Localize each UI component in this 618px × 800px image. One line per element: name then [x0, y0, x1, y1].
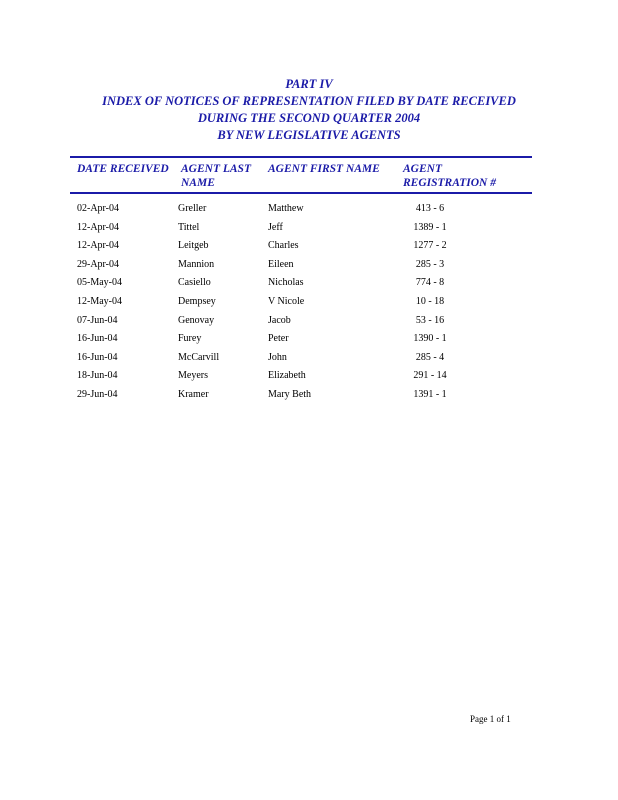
cell-date: 29-Jun-04 [77, 388, 118, 400]
cell-first-name: Mary Beth [268, 388, 312, 400]
header-bottom-rule [70, 192, 532, 194]
cell-last-name: McCarvill [178, 351, 220, 363]
table-body [0, 200, 618, 405]
cell-last-name: Mannion [178, 258, 215, 270]
cell-last-name: Kramer [178, 388, 209, 400]
cell-first-name: Matthew [268, 203, 304, 214]
cell-date: 16-Jun-04 [77, 333, 118, 345]
cell-registration: 774 - 8 [415, 277, 445, 289]
cell-date: 12-Apr-04 [77, 240, 120, 252]
cell-date: 12-May-04 [77, 295, 122, 307]
table-row [0, 219, 618, 238]
table-row [0, 293, 618, 312]
table-row [0, 330, 618, 349]
cell-date: 12-Apr-04 [77, 221, 120, 233]
cell-first-name: Nicholas [268, 277, 304, 289]
cell-registration: 285 - 4 [415, 351, 445, 363]
cell-first-name: Eileen [268, 258, 294, 270]
cell-first-name: Charles [268, 240, 299, 252]
cell-last-name: Genovay [178, 314, 215, 326]
column-header-registration: AGENT REGISTRATION # [403, 163, 496, 189]
cell-first-name: V Nicole [268, 295, 305, 307]
column-header-last-name: AGENT LAST NAME [181, 163, 251, 189]
cell-registration: 53 - 16 [415, 314, 445, 326]
cell-date: 18-Jun-04 [77, 370, 118, 382]
title-part: PART IV [285, 77, 333, 91]
cell-first-name: Elizabeth [268, 370, 306, 382]
title-index-heading: INDEX OF NOTICES OF REPRESENTATION FILED BY DATE RECEIVED [102, 94, 516, 108]
column-header-first-name: AGENT FIRST NAME [268, 163, 380, 175]
table-row [0, 349, 618, 368]
cell-registration: 1277 - 2 [413, 240, 447, 252]
cell-date: 07-Jun-04 [77, 314, 118, 326]
cell-first-name: Peter [268, 333, 289, 345]
table-row [0, 274, 618, 293]
cell-first-name: Jacob [268, 314, 291, 326]
cell-last-name: Leitgeb [178, 240, 209, 252]
cell-registration: 285 - 3 [415, 258, 445, 270]
table-row [0, 367, 618, 386]
page-number: Page 1 of 1 [470, 714, 511, 724]
cell-registration: 291 - 14 [413, 370, 447, 382]
cell-date: 05-May-04 [77, 277, 122, 289]
cell-last-name: Dempsey [178, 295, 216, 307]
cell-last-name: Casiello [178, 277, 211, 289]
table-row [0, 256, 618, 275]
cell-date: 29-Apr-04 [77, 258, 120, 270]
table-row [0, 200, 618, 219]
table-row [0, 237, 618, 256]
table-row [0, 386, 618, 405]
cell-registration: 1390 - 1 [413, 333, 447, 345]
cell-registration: 413 - 6 [415, 203, 445, 214]
document-title [0, 76, 618, 144]
title-subject: BY NEW LEGISLATIVE AGENTS [217, 128, 401, 142]
cell-date: 16-Jun-04 [77, 351, 118, 363]
cell-registration: 1389 - 1 [413, 221, 447, 233]
cell-last-name: Furey [178, 333, 202, 345]
cell-last-name: Tittel [178, 221, 200, 233]
title-period: DURING THE SECOND QUARTER 2004 [197, 111, 421, 125]
cell-registration: 1391 - 1 [413, 388, 447, 400]
cell-first-name: Jeff [268, 221, 283, 233]
cell-registration: 10 - 18 [415, 295, 445, 307]
table-row [0, 312, 618, 331]
cell-last-name: Meyers [178, 370, 208, 382]
cell-date: 02-Apr-04 [77, 203, 120, 214]
header-top-rule [70, 156, 532, 158]
column-header-date: DATE RECEIVED [77, 163, 169, 175]
cell-last-name: Greller [178, 203, 207, 214]
cell-first-name: John [268, 351, 287, 363]
